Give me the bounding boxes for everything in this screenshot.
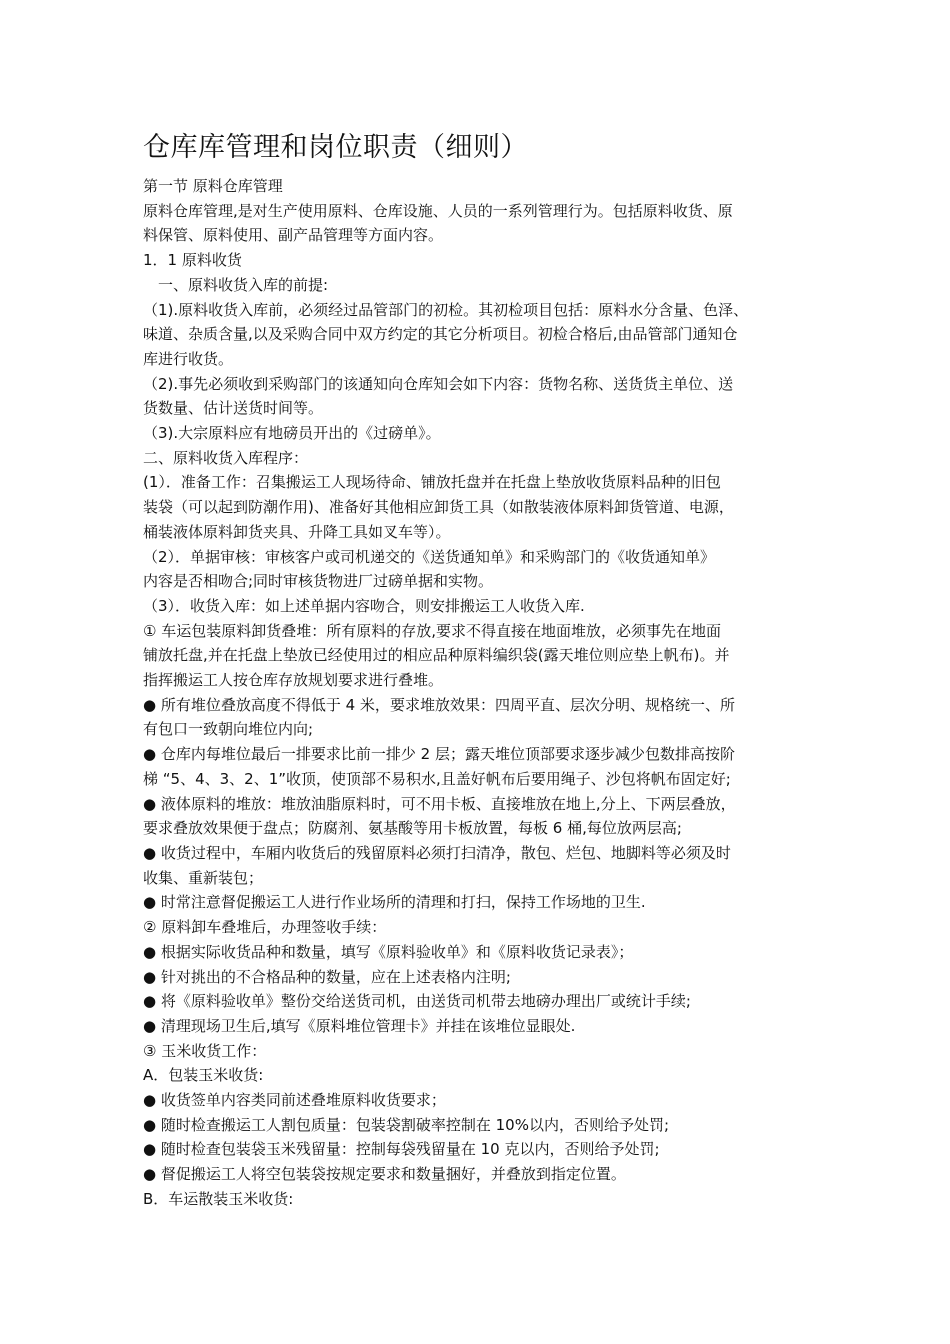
text-line: ● 随时检查包装袋玉米残留量：控制每袋残留量在 10 克以内，否则给予处罚; <box>143 1140 660 1159</box>
text-line: 要求叠放效果便于盘点；防腐剂、氨基酸等用卡板放置，每板 6 桶,每位放两层高; <box>143 819 682 838</box>
text-line: ③ 玉米收货工作： <box>143 1041 267 1060</box>
text-line: ● 根据实际收货品种和数量，填写《原料验收单》和《原料收货记录表》； <box>143 942 634 961</box>
text-line: ① 车运包装原料卸货叠堆：所有原料的存放,要求不得直接在地面堆放，必须事先在地面 <box>143 621 721 640</box>
text-line: 梯 “5、4、3、2、1”收顶，使顶部不易积水,且盖好帆布后要用绳子、沙包将帆布固定好; <box>143 769 731 788</box>
text-line: 第一节 原料仓库管理 <box>143 177 283 195</box>
text-line: B．车运散装玉米收货: <box>143 1189 294 1208</box>
text-line: 味道、杂质含量,以及采购合同中双方约定的其它分析项目。初检合格后,由品管部门通知仓 <box>143 325 738 344</box>
text-line: 桶装液体原料卸货夹具、升降工具如叉车等）。 <box>143 522 451 541</box>
text-line: 货数量、估计送货时间等。 <box>143 399 324 418</box>
text-line: 一、原料收货入库的前提: <box>158 275 329 294</box>
text-line: 有包口一致朝向堆位内向; <box>143 720 314 739</box>
text-line: 收集、重新装包； <box>143 868 264 887</box>
document-text <box>143 174 811 1212</box>
text-line: （2).事先必须收到采购部门的该通知向仓库知会如下内容：货物名称、送货货主单位、送 <box>143 374 734 393</box>
text-line: ● 收货过程中，车厢内收货后的残留原料必须打扫清净，散包、烂包、地脚料等必须及时 <box>143 843 731 862</box>
text-line: （1).原料收货入库前，必须经过品管部门的初检。其初检项目包括：原料水分含量、色泽、 <box>143 300 749 319</box>
text-line: 二、原料收货入库程序： <box>143 448 309 467</box>
text-line: ● 随时检查搬运工人割包质量：包装袋割破率控制在 10%以内，否则给予处罚; <box>143 1115 670 1134</box>
text-line: ● 督促搬运工人将空包装袋按规定要求和数量捆好，并叠放到指定位置。 <box>143 1165 626 1184</box>
text-line: 装袋（可以起到防潮作用)、准备好其他相应卸货工具（如散装液体原料卸货管道、电源， <box>143 498 734 517</box>
text-line: 内容是否相吻合;同时审核货物进厂过磅单据和实物。 <box>143 572 494 591</box>
text-line: A．包装玉米收货: <box>143 1066 264 1085</box>
text-line: ● 清理现场卫生后,填写《原料堆位管理卡》并挂在该堆位显眼处. <box>143 1016 576 1035</box>
text-line: ② 原料卸车叠堆后，办理签收手续： <box>143 918 387 937</box>
text-line: 指挥搬运工人按仓库存放规划要求进行叠堆。 <box>143 671 444 690</box>
text-line: ● 针对挑出的不合格品种的数量，应在上述表格内注明; <box>143 967 511 986</box>
text-line: （3）．收货入库：如上述单据内容吻合，则安排搬运工人收货入库. <box>143 596 585 615</box>
text-line: 料保管、原料使用、副产品管理等方面内容。 <box>143 226 444 245</box>
text-line: (1）．准备工作：召集搬运工人现场待命、铺放托盘并在托盘上垫放收货原料品种的旧包 <box>143 473 721 492</box>
document-body <box>143 128 811 1212</box>
text-line: （2）．单据审核：审核客户或司机递交的《送货通知单》和采购部门的《收货通知单》 <box>143 547 716 566</box>
text-line: ● 将《原料验收单》整份交给送货司机，由送货司机带去地磅办理出厂或统计手续; <box>143 992 691 1011</box>
text-line: 原料仓库管理,是对生产使用原料、仓库设施、人员的一系列管理行为。包括原料收货、原 <box>143 201 733 220</box>
text-line: ● 仓库内每堆位最后一排要求比前一排少 2 层；露天堆位顶部要求逐步减少包数排高按阶 <box>143 745 735 764</box>
text-line: 1．1 原料收货 <box>143 251 242 270</box>
text-line: 铺放托盘,并在托盘上垫放已经使用过的相应品种原料编织袋(露天堆位则应垫上帆布)。并 <box>143 646 730 665</box>
document-title: 仓库库管理和岗位职责（细则） <box>143 132 528 163</box>
text-line: ● 液体原料的堆放：堆放油脂原料时，可不用卡板、直接堆放在地上,分上、下两层叠放， <box>143 794 736 813</box>
text-line: ● 时常注意督促搬运工人进行作业场所的清理和打扫，保持工作场地的卫生. <box>143 893 646 912</box>
text-line: ● 所有堆位叠放高度不得低于 4 米，要求堆放效果：四周平直、层次分明、规格统一、所 <box>143 695 735 714</box>
text-line: 库进行收货。 <box>143 349 234 368</box>
text-line: （3).大宗原料应有地磅员开出的《过磅单》。 <box>143 424 441 443</box>
text-line: ● 收货签单内容类同前述叠堆原料收货要求； <box>143 1091 446 1110</box>
